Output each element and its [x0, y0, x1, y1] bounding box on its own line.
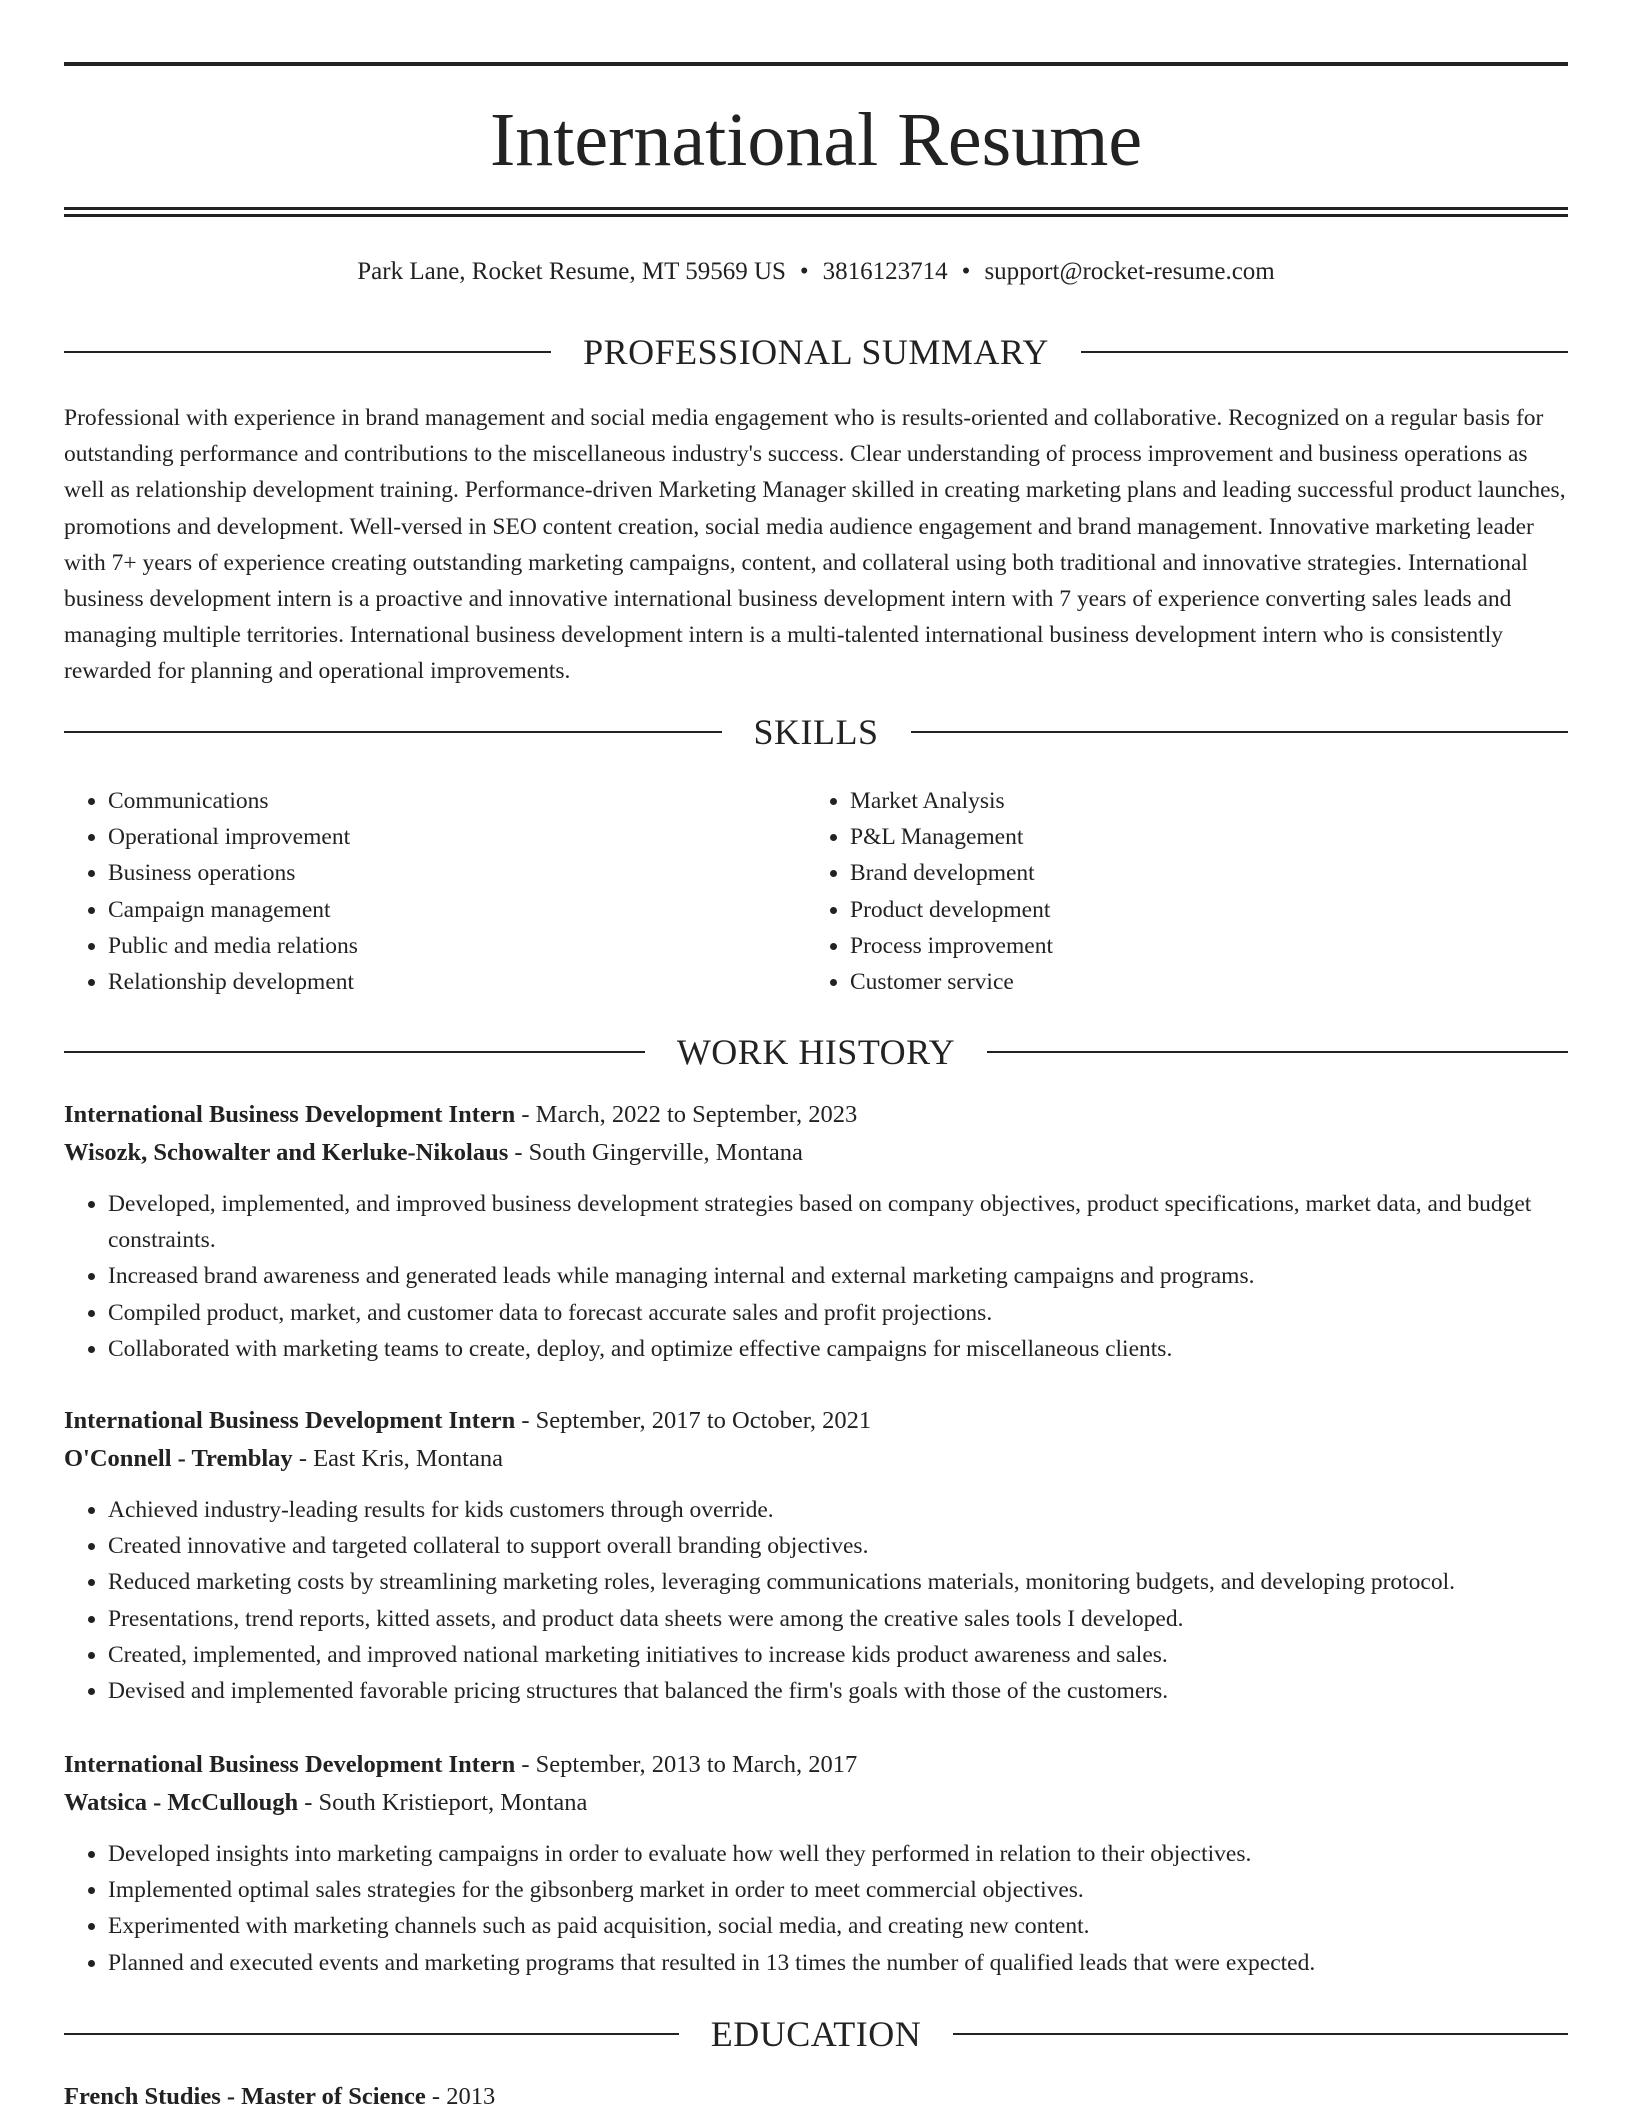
- dash: -: [515, 1751, 536, 1778]
- job-bullet: • Collaborated with marketing teams to create, deploy, and optimize effective campaigns for miscellaneous clients.: [108, 1331, 1568, 1367]
- job-bullet: • Developed, implemented, and improved business development strategies based on company objectives, product specifications, market data, and budget constraints.: [108, 1186, 1568, 1258]
- education-degree: French Studies - Master of Science: [64, 2083, 426, 2110]
- job-entry: [64, 1402, 1568, 1709]
- skill-item: • Market Analysis: [850, 783, 1548, 819]
- document-title: International Resume: [489, 98, 1143, 182]
- section-heading-work: [64, 1032, 1568, 1072]
- job-bullet: • Implemented optimal sales strategies for the gibsonberg market in order to meet commercial objectives.: [108, 1872, 1568, 1908]
- job-company: O'Connell - Tremblay: [64, 1445, 293, 1472]
- job-title: International Business Development Intern: [64, 1101, 516, 1128]
- job-company: Watsica - McCullough: [64, 1789, 299, 1816]
- heading-rule-left: [64, 731, 722, 733]
- section-title: SKILLS: [753, 712, 879, 752]
- job-bullet: • Created, implemented, and improved national marketing initiatives to increase kids product awareness and sales.: [108, 1637, 1568, 1673]
- top-rule: [64, 62, 1568, 66]
- job-bullets: [64, 1186, 1568, 1367]
- job-company: Wisozk, Schowalter and Kerluke-Nikolaus: [64, 1139, 509, 1166]
- job-dates: September, 2013 to March, 2017: [535, 1751, 858, 1778]
- job-entry: [64, 1096, 1568, 1367]
- job-location: East Kris, Montana: [313, 1445, 503, 1472]
- contact-email: support@rocket-resume.com: [984, 258, 1275, 285]
- job-bullet: • Compiled product, market, and customer data to forecast accurate sales and profit projections.: [108, 1295, 1568, 1331]
- title-double-rule: [64, 207, 1568, 217]
- skill-item: • Product development: [850, 892, 1548, 928]
- dash: -: [508, 1139, 529, 1166]
- skill-item: • Public and media relations: [108, 928, 806, 964]
- contact-line: [64, 254, 1568, 290]
- contact-phone: 3816123714: [822, 258, 948, 285]
- job-title-row: [64, 1402, 1568, 1440]
- job-bullet: • Increased brand awareness and generated leads while managing internal and external marketing campaigns and programs.: [108, 1258, 1568, 1294]
- job-dates: March, 2022 to September, 2023: [535, 1101, 858, 1128]
- job-location: South Kristieport, Montana: [318, 1789, 588, 1816]
- skills-column-left: [64, 783, 806, 1000]
- job-bullets: [64, 1492, 1568, 1709]
- education-year: 2013: [446, 2083, 496, 2110]
- skill-item: • Brand development: [850, 855, 1548, 891]
- contact-separator: •: [799, 258, 809, 285]
- skill-item: • P&L Management: [850, 819, 1548, 855]
- section-title: WORK HISTORY: [676, 1032, 956, 1072]
- job-location: South Gingerville, Montana: [528, 1139, 803, 1166]
- job-company-row: [64, 1440, 1568, 1478]
- section-title: PROFESSIONAL SUMMARY: [583, 332, 1049, 372]
- heading-rule-right: [1081, 351, 1568, 353]
- heading-rule-left: [64, 1051, 645, 1053]
- job-entry: [64, 1746, 1568, 1981]
- job-bullet: • Reduced marketing costs by streamlining marketing roles, leveraging communications materials, monitoring budgets, and developing protocol.: [108, 1564, 1568, 1600]
- heading-rule-right: [987, 1051, 1568, 1053]
- skill-item: • Customer service: [850, 964, 1548, 1000]
- dash: -: [292, 1445, 314, 1472]
- heading-rule-left: [64, 351, 551, 353]
- dash: -: [298, 1789, 319, 1816]
- dash: -: [515, 1407, 536, 1434]
- dash: -: [515, 1101, 536, 1128]
- skill-item: • Operational improvement: [108, 819, 806, 855]
- job-company-row: [64, 1784, 1568, 1822]
- heading-rule-right: [911, 731, 1569, 733]
- skills-column-right: [806, 783, 1548, 1000]
- section-heading-education: [64, 2014, 1568, 2054]
- job-bullets: [64, 1836, 1568, 1981]
- skill-item: • Business operations: [108, 855, 806, 891]
- job-bullet: • Achieved industry-leading results for kids customers through override.: [108, 1492, 1568, 1528]
- job-dates: September, 2017 to October, 2021: [535, 1407, 872, 1434]
- dash: -: [425, 2083, 447, 2110]
- section-title: EDUCATION: [710, 2014, 922, 2054]
- contact-address: Park Lane, Rocket Resume, MT 59569 US: [357, 258, 786, 285]
- skill-item: • Process improvement: [850, 928, 1548, 964]
- heading-rule-left: [64, 2033, 679, 2035]
- skill-item: • Communications: [108, 783, 806, 819]
- skill-item: • Campaign management: [108, 892, 806, 928]
- education-entry: [64, 2078, 1568, 2116]
- job-title-row: [64, 1746, 1568, 1784]
- job-title: International Business Development Intern: [64, 1407, 516, 1434]
- heading-rule-right: [953, 2033, 1568, 2035]
- job-bullet: • Created innovative and targeted collateral to support overall branding objectives.: [108, 1528, 1568, 1564]
- contact-separator: •: [961, 258, 971, 285]
- job-title-row: [64, 1096, 1568, 1134]
- skill-item: • Relationship development: [108, 964, 806, 1000]
- job-bullet: • Experimented with marketing channels such as paid acquisition, social media, and creating new content.: [108, 1908, 1568, 1944]
- job-bullet: • Developed insights into marketing campaigns in order to evaluate how well they performed in relation to their objectives.: [108, 1836, 1568, 1872]
- job-title: International Business Development Intern: [64, 1751, 516, 1778]
- section-heading-skills: [64, 712, 1568, 752]
- job-bullet: • Presentations, trend reports, kitted assets, and product data sheets were among the creative sales tools I developed.: [108, 1601, 1568, 1637]
- job-bullet: • Planned and executed events and marketing programs that resulted in 13 times the number of qualified leads that were expected.: [108, 1945, 1568, 1981]
- skills-list: [64, 783, 1568, 1000]
- job-bullet: • Devised and implemented favorable pricing structures that balanced the firm's goals with those of the customers.: [108, 1673, 1568, 1709]
- summary-text: Professional with experience in brand management and social media engagement who is results-oriented and collaborative. Recognized on a regular basis for outstanding performance and contributions to the miscellaneous industry's success. Clear understanding of process improvement and business operations as well as relationship development training. Performance-driven Marketing Manager skilled in creating marketing plans and leading successful product launches, promotions and development. Well-versed in SEO content creation, social media audience engagement and brand management. Innovative marketing leader with 7+ years of experience creating outstanding marketing campaigns, content, and collateral using both traditional and innovative strategies. International business development intern is a proactive and innovative international business development intern with 7 years of experience converting sales leads and managing multiple territories. International business development intern is a multi-talented international business development intern who is consistently rewarded for planning and operational improvements.: [64, 405, 1566, 685]
- section-heading-summary: [64, 332, 1568, 372]
- job-company-row: [64, 1134, 1568, 1172]
